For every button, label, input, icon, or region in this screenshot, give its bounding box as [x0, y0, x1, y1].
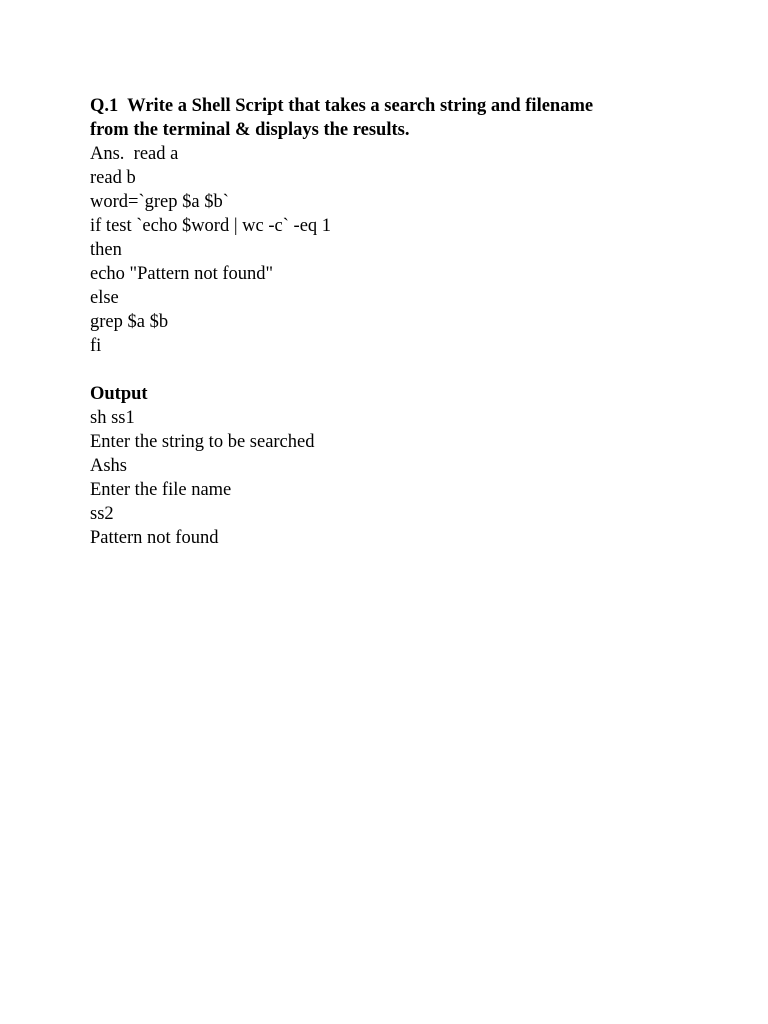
output-line: Ashs: [90, 456, 128, 476]
answer-line: echo "Pattern not found": [90, 264, 274, 284]
answer-line: else: [90, 288, 119, 308]
output-line: Enter the string to be searched: [90, 432, 315, 452]
output-line: Pattern not found: [90, 528, 219, 548]
blank-line: [90, 358, 710, 382]
answer-line: grep $a $b: [90, 312, 169, 332]
output-line: sh ss1: [90, 408, 135, 428]
answer-line: word=`grep $a $b`: [90, 192, 229, 212]
answer-line: Ans. read a: [90, 144, 179, 164]
answer-line: then: [90, 240, 122, 260]
question-line-2: from the terminal & displays the results.: [90, 120, 410, 140]
output-line: ss2: [90, 504, 114, 524]
document-body: [90, 94, 710, 550]
question-line-1: Q.1 Write a Shell Script that takes a search string and filename: [90, 96, 594, 116]
answer-line: fi: [90, 336, 102, 356]
answer-line: read b: [90, 168, 136, 188]
output-line: Enter the file name: [90, 480, 232, 500]
output-heading: Output: [90, 384, 148, 404]
answer-line: if test `echo $word | wc -c` -eq 1: [90, 216, 332, 236]
